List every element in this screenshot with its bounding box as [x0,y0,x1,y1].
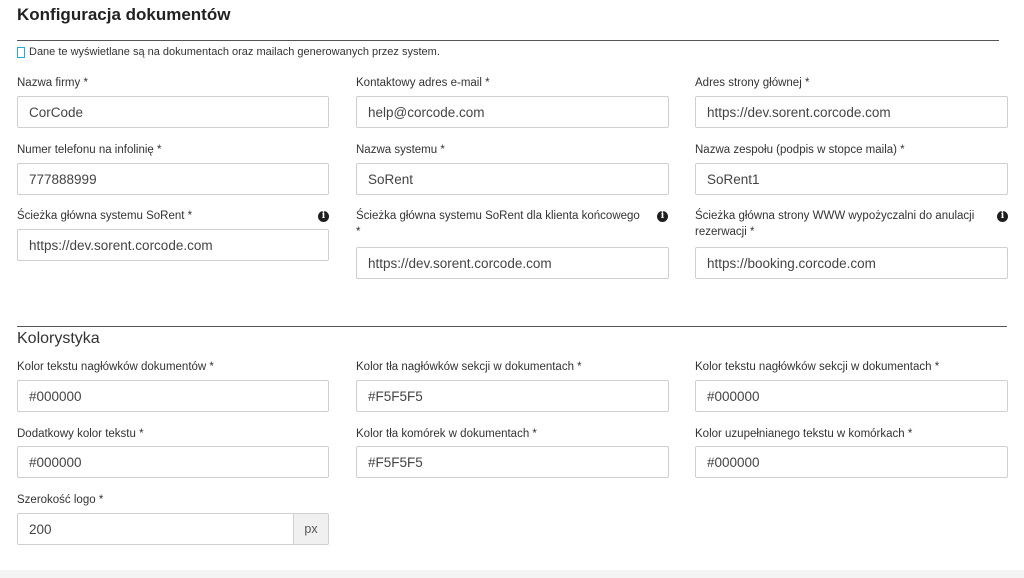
doc-header-text-color-label: Kolor tekstu nagłówków dokumentów * [17,361,214,373]
extra-text-color-label: Dodatkowy kolor tekstu * [17,428,144,440]
cell-filled-text-color-label: Kolor uzupełnianego tekstu w komórkach * [695,428,913,440]
booking-root-path-label-line1: Ścieżka główna strony WWW wypożyczalni do anulacji [695,210,975,222]
colors-section-heading: Kolorystyka [17,330,100,347]
system-root-path-input[interactable] [17,229,329,261]
cell-bg-color-label: Kolor tła komórek w dokumentach * [356,428,537,440]
client-root-path-label-line2: * [356,226,361,238]
system-root-path-label: Ścieżka główna systemu SoRent * [17,210,193,222]
contact-email-input[interactable] [356,96,669,128]
client-root-path-label [356,208,656,240]
team-name-input[interactable] [695,163,1008,195]
logo-width-label: Szerokość logo * [17,494,104,506]
company-name-input[interactable] [17,96,329,128]
homepage-url-input[interactable] [695,96,1008,128]
logo-width-unit-addon: px [294,513,329,545]
booking-root-path-label [695,208,991,240]
booking-root-path-input[interactable] [695,247,1008,279]
title-divider [17,40,999,41]
hotline-phone-label: Numer telefonu na infolinię * [17,144,162,156]
company-name-label: Nazwa firmy * [17,77,88,89]
cell-filled-text-color-input[interactable] [695,446,1008,478]
homepage-url-label: Adres strony głównej * [695,77,810,89]
section-header-bg-color-input[interactable] [356,380,669,412]
booking-root-path-help-icon[interactable]: i [997,211,1008,222]
section-header-bg-color-label: Kolor tła nagłówków sekcji w dokumentach * [356,361,582,373]
colors-divider [17,326,1007,327]
logo-width-input[interactable] [17,513,294,545]
system-root-path-help-icon[interactable]: i [318,211,329,222]
team-name-label: Nazwa zespołu (podpis w stopce maila) * [695,144,905,156]
info-icon [17,47,25,58]
footer-band [0,570,1024,578]
cell-bg-color-input[interactable] [356,446,669,478]
info-note-text: Dane te wyświetlane są na dokumentach oraz mailach generowanych przez system. [29,46,440,58]
client-root-path-help-icon[interactable]: i [657,211,668,222]
section-header-text-color-label: Kolor tekstu nagłówków sekcji w dokumentach * [695,361,940,373]
client-root-path-label-line1: Ścieżka główna systemu SoRent dla klienta końcowego [356,210,640,222]
system-name-label: Nazwa systemu * [356,144,445,156]
client-root-path-input[interactable] [356,247,669,279]
hotline-phone-input[interactable] [17,163,329,195]
contact-email-label: Kontaktowy adres e-mail * [356,77,490,89]
system-name-input[interactable] [356,163,669,195]
doc-header-text-color-input[interactable] [17,380,329,412]
section-header-text-color-input[interactable] [695,380,1008,412]
page-title: Konfiguracja dokumentów [17,5,231,24]
extra-text-color-input[interactable] [17,446,329,478]
info-note [17,46,440,58]
booking-root-path-label-line2: rezerwacji * [695,226,755,238]
